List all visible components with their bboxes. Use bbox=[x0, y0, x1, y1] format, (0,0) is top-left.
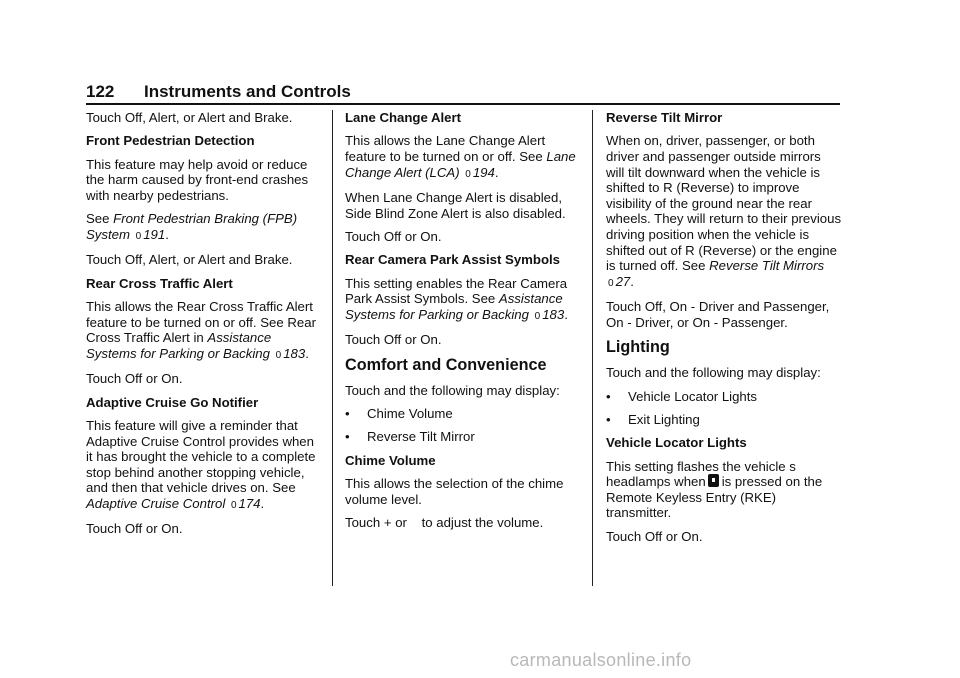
paragraph: This allows the selection of the chime volume level. bbox=[345, 476, 564, 507]
heading-rear-camera-park-assist-symbols: Rear Camera Park Assist Symbols bbox=[345, 252, 561, 268]
heading-chime-volume: Chime Volume bbox=[345, 452, 436, 468]
paragraph bbox=[606, 459, 842, 521]
period: . bbox=[165, 226, 169, 242]
period: . bbox=[630, 273, 634, 289]
list-item bbox=[606, 389, 842, 405]
page-arrow-icon: 0 bbox=[230, 500, 237, 512]
page-arrow-icon: 0 bbox=[534, 310, 541, 322]
section-title: Instruments and Controls bbox=[144, 82, 351, 101]
reference-link[interactable]: Adaptive Cruise Control bbox=[86, 496, 226, 512]
heading-lane-change-alert: Lane Change Alert bbox=[345, 110, 462, 125]
see-label: See bbox=[86, 211, 110, 227]
paragraph: Touch Off, Alert, or Alert and Brake. bbox=[86, 252, 293, 268]
heading-adaptive-cruise-go-notifier: Adaptive Cruise Go Notifier bbox=[86, 394, 259, 410]
cross-reference bbox=[345, 276, 581, 325]
paragraph: Touch Off or On. bbox=[606, 528, 703, 544]
heading-vehicle-locator-lights: Vehicle Locator Lights bbox=[606, 435, 747, 451]
paragraph: Touch Off or On. bbox=[345, 332, 442, 348]
heading-rear-cross-traffic-alert: Rear Cross Traffic Alert bbox=[86, 275, 233, 291]
paragraph: Touch + or to adjust the volume. bbox=[345, 515, 544, 531]
paragraph-text: When on, driver, passenger, or both driver and passenger outside mirrors will tilt downward when the vehicle is shifted to R (Reverse) to improve visibility of the ground near the rear wheels. They will return to their previous driving position when the vehicle is shifted out of R (Reverse) or the engine is turned off. See bbox=[606, 133, 842, 274]
paragraph-text: This feature will give a reminder that Adaptive Cruise Control provides when it has brought the vehicle to a complete stop behind another stopping vehicle, and then that vehicle drives on. See bbox=[86, 418, 316, 496]
page-arrow-icon: 0 bbox=[275, 349, 282, 361]
paragraph-text: This allows the Lane Change Alert feature to be turned on or off. See bbox=[345, 133, 546, 164]
list-item-label: Chime Volume bbox=[367, 406, 453, 422]
paragraph: Touch Off or On. bbox=[345, 228, 442, 244]
list-item-label: Exit Lighting bbox=[628, 411, 700, 427]
reference-link[interactable]: Assistance Systems for Parking or Backing bbox=[86, 330, 272, 361]
cross-reference bbox=[86, 211, 322, 244]
page-ref[interactable]: 191 bbox=[143, 226, 166, 242]
paragraph: Touch Off or On. bbox=[86, 521, 183, 537]
page-arrow-icon: 0 bbox=[465, 168, 471, 180]
bullet-icon: • bbox=[345, 429, 350, 445]
paragraph-text: This setting enables the Rear Camera Park Assist Symbols. See bbox=[345, 275, 568, 307]
list-item-label: Vehicle Locator Lights bbox=[628, 388, 758, 404]
list-item bbox=[345, 429, 581, 445]
period: . bbox=[564, 306, 568, 322]
page-ref[interactable]: 183 bbox=[542, 306, 565, 322]
paragraph: Touch and the following may display: bbox=[606, 365, 821, 381]
paragraph-text: This allows the Rear Cross Traffic Alert feature to be turned on or off. See Rear Cross Traffic Alert in bbox=[86, 299, 316, 346]
cross-reference bbox=[86, 418, 322, 514]
cross-reference bbox=[345, 133, 581, 182]
column-2 bbox=[345, 110, 581, 539]
reference-link[interactable]: Front Pedestrian Braking (FPB) System bbox=[86, 211, 298, 242]
bullet-icon: • bbox=[606, 411, 611, 427]
page-ref[interactable]: 27 bbox=[615, 273, 631, 289]
page-header bbox=[86, 82, 840, 104]
cross-reference bbox=[86, 299, 322, 363]
page-ref[interactable]: 194 bbox=[472, 164, 495, 180]
reference-link[interactable]: Reverse Tilt Mirrors bbox=[709, 258, 825, 274]
remote-key-lock-icon bbox=[708, 474, 719, 487]
paragraph: Touch Off or On. bbox=[86, 371, 183, 387]
page-ref[interactable]: 183 bbox=[283, 345, 306, 361]
paragraph: When Lane Change Alert is disabled, Side Blind Zone Alert is also disabled. bbox=[345, 189, 566, 221]
paragraph: Touch and the following may display: bbox=[345, 382, 560, 398]
period: . bbox=[260, 496, 265, 512]
paragraph-text: is pressed on the Remote Keyless Entry (RKE) transmitter. bbox=[606, 474, 823, 521]
column-1 bbox=[86, 110, 322, 545]
heading-comfort-and-convenience: Comfort and Convenience bbox=[345, 355, 547, 374]
paragraph: Touch Off, On - Driver and Passenger, On - Driver, or On - Passenger. bbox=[606, 299, 830, 330]
cross-reference bbox=[606, 133, 842, 291]
column-3 bbox=[606, 110, 842, 552]
paragraph-text: This setting flashes the vehicle s headlamps when bbox=[606, 458, 796, 490]
list-item bbox=[345, 406, 581, 422]
list-item-label: Reverse Tilt Mirror bbox=[367, 429, 475, 445]
page-arrow-icon: 0 bbox=[608, 277, 614, 289]
bullet-icon: • bbox=[606, 388, 611, 404]
list-item bbox=[606, 412, 842, 428]
period: . bbox=[494, 164, 499, 180]
page-arrow-icon: 0 bbox=[135, 230, 142, 242]
page-ref[interactable]: 174 bbox=[238, 496, 261, 512]
column-divider bbox=[332, 110, 333, 586]
header-rule bbox=[86, 103, 840, 105]
heading-front-pedestrian-detection: Front Pedestrian Detection bbox=[86, 133, 255, 149]
heading-reverse-tilt-mirror: Reverse Tilt Mirror bbox=[606, 110, 723, 125]
column-divider bbox=[592, 110, 593, 586]
reference-link[interactable]: Assistance Systems for Parking or Backing bbox=[345, 291, 563, 322]
heading-lighting: Lighting bbox=[606, 338, 670, 357]
reference-link[interactable]: Lane Change Alert (LCA) bbox=[345, 148, 576, 180]
paragraph: This feature may help avoid or reduce the harm caused by front-end crashes with nearby pedestrians. bbox=[86, 156, 309, 203]
watermark: carmanualsonline.info bbox=[510, 650, 692, 670]
bullet-icon: • bbox=[345, 406, 350, 422]
period: . bbox=[305, 345, 309, 361]
paragraph: Touch Off, Alert, or Alert and Brake. bbox=[86, 110, 293, 125]
page-number: 122 bbox=[86, 82, 115, 101]
